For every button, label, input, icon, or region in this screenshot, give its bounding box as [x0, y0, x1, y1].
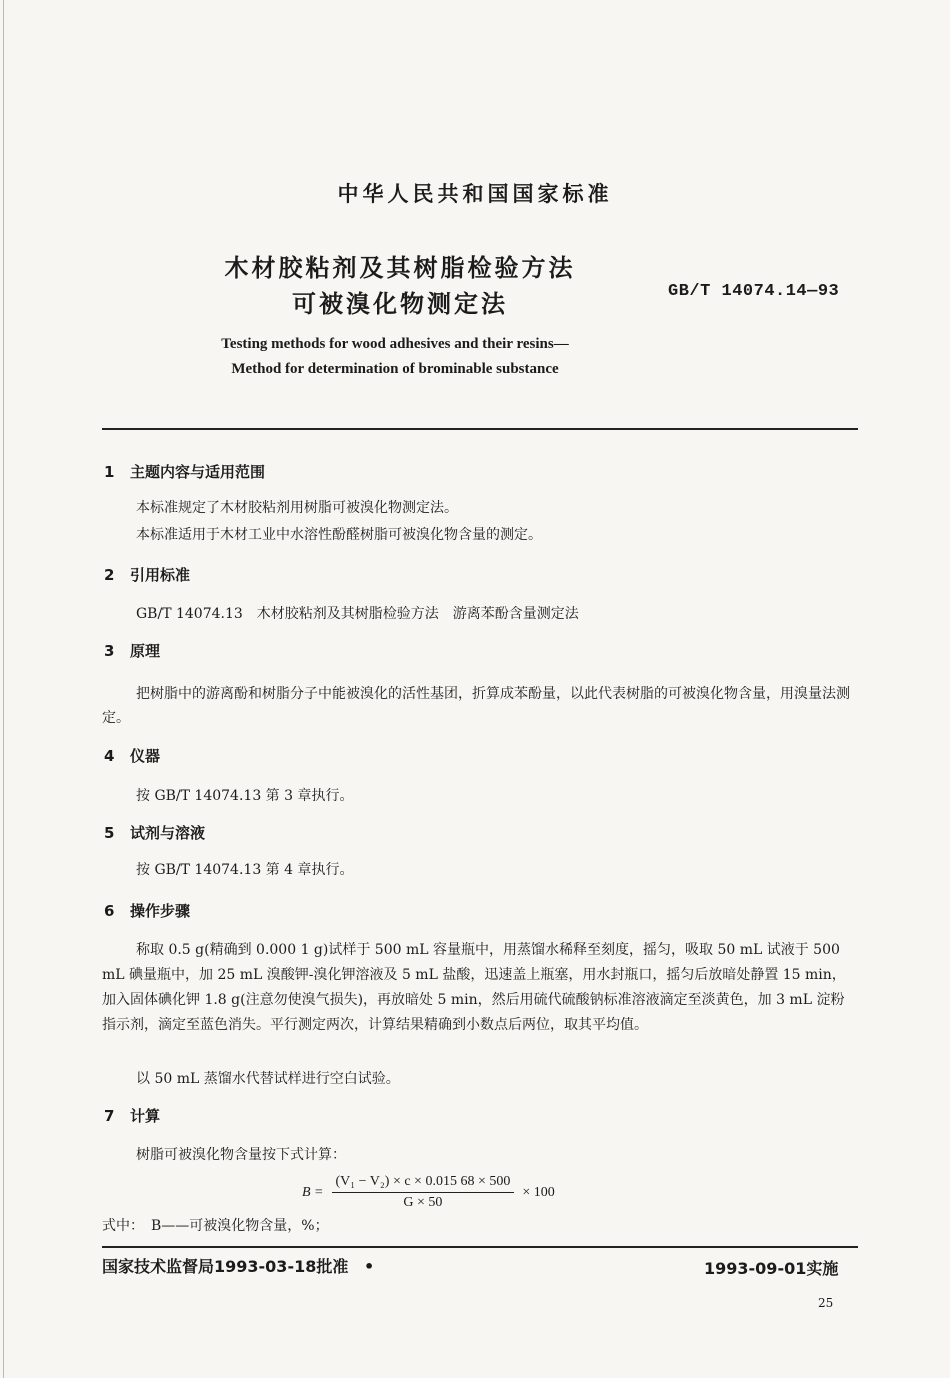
section-title: 引用标准: [130, 566, 191, 584]
section-title: 试剂与溶液: [130, 824, 206, 842]
section-3-paragraph: 把树脂中的游离酚和树脂分子中能被溴化的活性基团，折算成苯酚量，以此代表树脂的可被溴化物含量，用溴量法测定。: [102, 686, 850, 726]
section-2-heading: [104, 564, 190, 585]
section-4-paragraph: 按 GB/T 14074.13 第 3 章执行。: [136, 788, 354, 804]
section-title: 仪器: [130, 747, 161, 765]
formula-fraction: [332, 1174, 515, 1211]
footer-divider: [102, 1246, 858, 1248]
approval-date: [102, 1254, 374, 1277]
formula-where-line: 式中： B——可被溴化物含量，%；: [102, 1218, 329, 1234]
formula-lhs: B =: [302, 1184, 324, 1200]
section-1-heading: [104, 461, 265, 482]
section-7-paragraph: 树脂可被溴化物含量按下式计算：: [136, 1147, 346, 1163]
section-7-heading: [104, 1105, 160, 1126]
section-6-paragraph: 称取 0.5 g(精确到 0.000 1 g)试样于 500 mL 容量瓶中，用蒸馏水稀释至刻度，摇匀，吸取 50 mL 试液于 500 mL 碘量瓶中，加 25 mL 溴酸钾-溴化钾溶液及 5 mL 盐酸，迅速盖上瓶塞，用水封瓶口，摇匀后放暗处静置 15 min，加入固体碘化钾 1.8 g(注意勿使溴气损失)，再放暗处 5 min，然后用硫代硫酸钠标准溶液滴定至淡黄色，加 3 mL 淀粉指示剂，滴定至蓝色消失。平行测定两次，计算结果精确到小数点后两位，取其平均值。: [102, 942, 846, 1033]
english-title-line1: Testing methods for wood adhesives and their resins—: [221, 336, 569, 352]
section-number: 4: [104, 747, 115, 765]
header-divider: [102, 428, 858, 430]
section-1-paragraph: 本标准适用于木材工业中水溶性酚醛树脂可被溴化物含量的测定。: [136, 527, 542, 543]
section-1-paragraph: 本标准规定了木材胶粘剂用树脂可被溴化物测定法。: [136, 500, 458, 516]
calculation-formula: [302, 1174, 555, 1211]
section-title: 原理: [130, 642, 161, 660]
formula-denominator: G × 50: [403, 1195, 443, 1210]
section-number: 3: [104, 642, 115, 660]
implementation-date: 1993-09-01实施: [704, 1259, 839, 1278]
issuing-organization: 中华人民共和国国家标准: [337, 182, 613, 206]
section-number: 6: [104, 902, 115, 920]
section-5-paragraph: 按 GB/T 14074.13 第 4 章执行。: [136, 862, 354, 878]
english-title-line2: Method for determination of brominable substance: [231, 361, 559, 377]
formula-rhs: × 100: [522, 1184, 555, 1200]
section-number: 7: [104, 1107, 115, 1125]
section-title: 主题内容与适用范围: [130, 463, 266, 481]
section-number: 5: [104, 824, 115, 842]
section-title: 计算: [130, 1107, 161, 1125]
section-3-heading: [104, 640, 160, 661]
standard-title-line1: 木材胶粘剂及其树脂检验方法: [224, 254, 576, 282]
section-5-heading: [104, 822, 205, 843]
section-2-paragraph: GB/T 14074.13 木材胶粘剂及其树脂检验方法 游离苯酚含量测定法: [136, 606, 579, 622]
standard-code: GB/T 14074.14—93: [668, 282, 840, 301]
section-number: 1: [104, 463, 115, 481]
section-title: 操作步骤: [130, 902, 191, 920]
page-number: 25: [818, 1296, 834, 1310]
bullet-icon: •: [363, 1257, 375, 1276]
section-6-paragraph: 以 50 mL 蒸馏水代替试样进行空白试验。: [136, 1071, 400, 1087]
section-6-heading: [104, 900, 190, 921]
section-number: 2: [104, 566, 115, 584]
section-4-heading: [104, 745, 160, 766]
approval-text: 国家技术监督局1993-03-18批准: [102, 1257, 349, 1276]
standard-title-line2: 可被溴化物测定法: [292, 290, 508, 318]
formula-numerator: (V₁ − V₂) × c × 0.015 68 × 500: [332, 1174, 515, 1193]
